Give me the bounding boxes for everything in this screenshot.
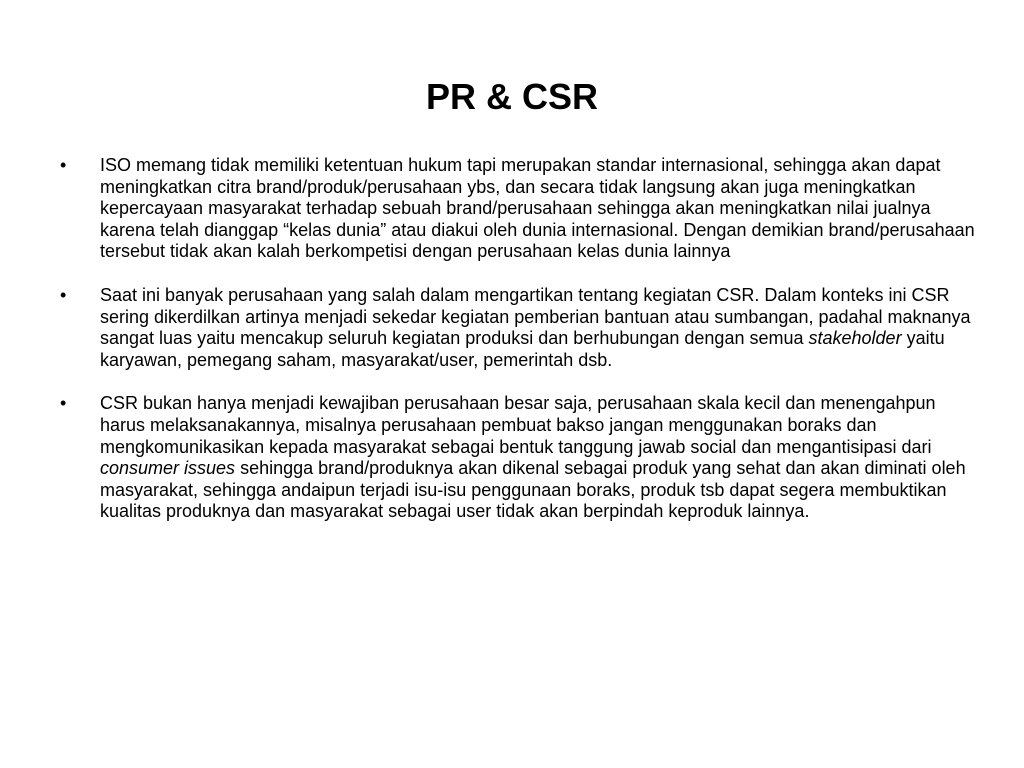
bullet-dot-icon: • [60, 393, 67, 414]
bullet-text-italic: stakeholder [808, 328, 902, 349]
bullet-text-before: CSR bukan hanya menjadi kewajiban perusahaan besar saja, perusahaan skala kecil dan menengahpun harus melaksanakannya, misalnya perusahaan pembuat bakso jangan menggunakan boraks dan mengkomunikasikan kepada masyarakat sebagai bentuk tanggung jawab social dan mengantisipasi dari [100, 393, 936, 457]
bullet-dot-icon: • [60, 284, 67, 305]
slide-title: PR & CSR [425, 76, 599, 117]
bullet-text-italic: consumer issues [100, 458, 236, 479]
bullet-text-after: sehingga brand/produknya akan dikenal sebagai produk yang sehat dan akan diminati oleh masyarakat, sehingga andaipun terjadi isu-isu penggunaan boraks, produk tsb dapat segera membuktikan kualitas produknya dan masyarakat sebagai user tidak akan berpindah keproduk lainnya. [100, 458, 966, 522]
bullet-item-iso [56, 155, 976, 263]
bullet-text: ISO memang tidak memiliki ketentuan hukum tapi merupakan standar internasional, sehingga akan dapat meningkatkan citra brand/produk/perusahaan ybs, dan secara tidak langsung akan juga meningkatkan kepercayaan masyarakat terhadap sebuah brand/perusahaan sehingga akan meningkatkan nilai jualnya karena telah dianggap “kelas dunia” atau diakui oleh dunia internasional. Dengan demikian brand/perusahaan tersebut tidak akan kalah berkompetisi dengan perusahaan kelas dunia lainnya [100, 155, 975, 262]
bullet-item-csr-misconception [56, 285, 976, 371]
bullet-item-csr-obligation [56, 393, 976, 523]
bullet-text-before: Saat ini banyak perusahaan yang salah dalam mengartikan tentang kegiatan CSR. Dalam konteks ini CSR sering dikerdilkan artinya menjadi sekedar kegiatan pemberian bantuan atau sumbangan, padahal maknanya sangat luas yaitu mencakup seluruh kegiatan produksi dan berhubungan dengan semua [100, 284, 971, 349]
bullet-dot-icon: • [60, 155, 67, 175]
bullet-list [56, 155, 976, 523]
bullet-text-after: yaitu karyawan, pemegang saham, masyarakat/user, pemerintah dsb. [100, 328, 945, 370]
